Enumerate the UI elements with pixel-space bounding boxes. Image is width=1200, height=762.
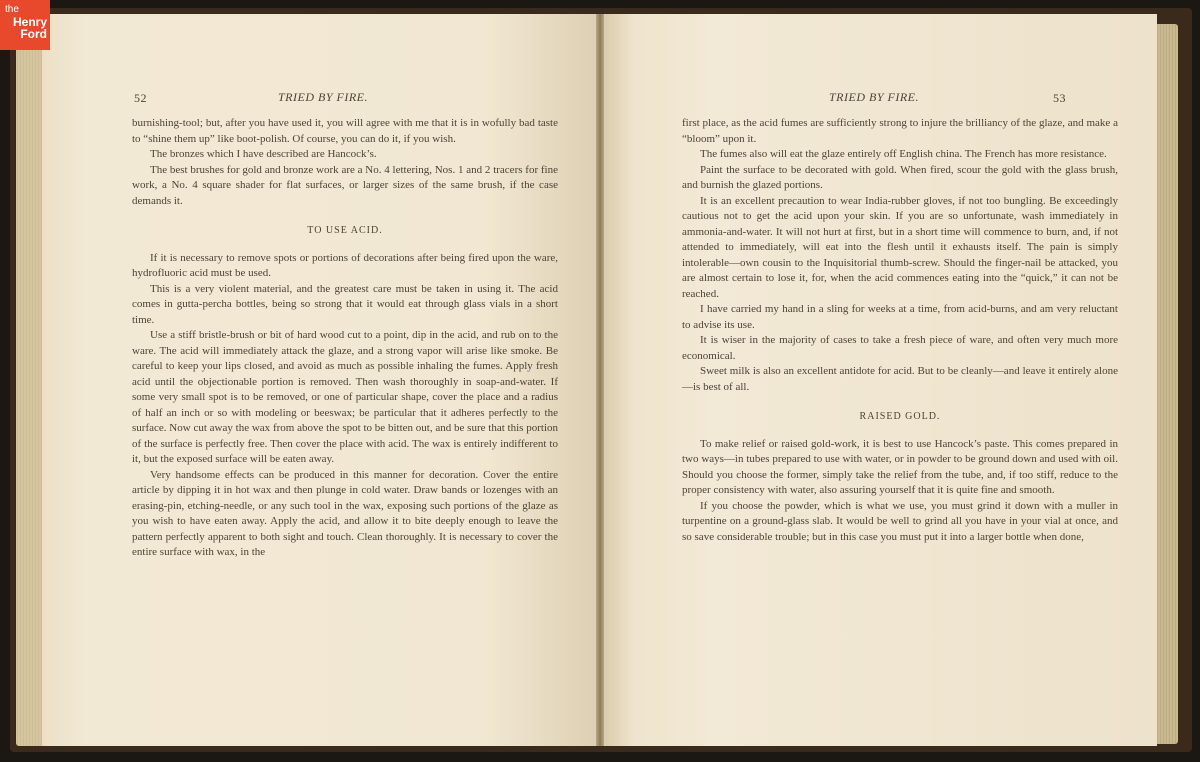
paragraph: If you choose the powder, which is what we use, you must grind it down with a muller in turpentine on a ground-glass slab. It would be well to grind all you have in your vial at once, and so save considerable trouble; but in this case you must put it into a larger bottle when done, (682, 499, 1118, 543)
paragraph: The best brushes for gold and bronze work are a No. 4 lettering, Nos. 1 and 2 tracers for fine work, a No. 4 square shader for flat surfaces, or larger sizes of the same brush, if the case demands it. (132, 163, 558, 207)
paragraph: Sweet milk is also an excellent antidote for acid. But to be cleanly—and leave it entirely alone—is best of all. (682, 365, 1118, 393)
paragraph: Paint the surface to be decorated with gold. When fired, scour the gold with the glass brush, and burnish the glazed portions. (682, 163, 1118, 191)
paragraph: first place, as the acid fumes are sufficiently strong to injure the brilliancy of the glaze, and make a “bloom” upon it. (682, 117, 1118, 145)
right-page-header (601, 90, 1157, 108)
book-gutter (596, 14, 604, 746)
paragraph: This is a very violent material, and the greatest care must be taken in using it. The acid comes in gutta-percha bottles, being so strong that it would eat through glass vials in a short time. (132, 282, 558, 326)
running-title: TRIED BY FIRE. (278, 90, 368, 104)
paragraph: If it is necessary to remove spots or portions of decorations after being fired upon the ware, hydrofluoric acid must be used. (132, 251, 558, 279)
running-title: TRIED BY FIRE. (829, 90, 919, 104)
page-number: 52 (134, 91, 147, 105)
left-page-header (42, 90, 599, 108)
paragraph: The fumes also will eat the glaze entirely off English china. The French has more resistance. (700, 148, 1107, 160)
page-number: 53 (1053, 91, 1066, 105)
logo-line-henry: Henry (12, 15, 47, 29)
paragraph: I have carried my hand in a sling for weeks at a time, from acid-burns, and am very reluctant to advise its use. (682, 303, 1118, 331)
left-page-text (132, 116, 558, 561)
paragraph: The bronzes which I have described are Hancock’s. (150, 148, 377, 160)
logo-line-ford: Ford (20, 27, 47, 41)
paragraph: It is wiser in the majority of cases to take a fresh piece of ware, and often very much more economical. (682, 334, 1118, 362)
logo-line-the: the (5, 4, 19, 15)
paragraph: Use a stiff bristle-brush or bit of hard wood cut to a point, dip in the acid, and rub on to the ware. The acid will immediately attack the glaze, and a strong vapor will arise like smoke. Be careful to keep your lips closed, and avoid as much as possible inhaling the fumes. Apply fresh acid until the objectionable portion is removed. Then wash thoroughly in soap-and-water. If some very small spot is to be removed, or one of particular shape, cover the place and a radius of half an inch or so with modeling or beeswax; be particular that it adheres perfectly to the surface. Now cut away the wax from above the spot to be bitten out, and be sure that this portion of the surface is perfectly free. Then cover the place with acid. The wax is entirely indifferent to it, but the exposed surface will be eaten away. (132, 329, 558, 465)
left-page (42, 14, 599, 746)
paragraph: It is an excellent precaution to wear India-rubber gloves, if not too bungling. Be exceedingly cautious not to get the acid upon your skin. If you are so unfortunate, wash immediately in ammonia-and-water. It will not hurt at first, but in a short time will commence to burn, and, if not attended to immediately, will eat into the flesh until it exhausts itself. The pain is simply intolerable—own cousin to the Inquisitorial thumb-screw. Should the finger-nail be attacked, you are almost certain to lose it, for, when the acid commences eating into the “quick,” it can not be reached. (682, 194, 1118, 300)
section-heading: TO USE ACID. (307, 225, 383, 236)
right-page (601, 14, 1157, 746)
paragraph: To make relief or raised gold-work, it is best to use Hancock’s paste. This comes prepared in two ways—in tubes prepared to use with water, or in powder to be ground down and used with oil. Should you choose the former, simply take the relief from the tube, and, if too stiff, reduce to the proper consistency with water, also assuring yourself that it is quite fine and smooth. (682, 437, 1118, 496)
section-heading: RAISED GOLD. (859, 411, 941, 422)
right-page-text (682, 116, 1118, 545)
paragraph: burnishing-tool; but, after you have used it, you will agree with me that it is in wofully bad taste to “shine them up” like boot-polish. Of course, you can do it, if you wish. (132, 117, 558, 145)
henry-ford-logo (0, 0, 50, 50)
paragraph: Very handsome effects can be produced in this manner for decoration. Cover the entire article by dipping it in hot wax and then plunge in cold water. Draw bands or lozenges with an erasing-pin, etching-needle, or any such tool in the wax, exposing such portions of the glaze as you wish to have eaten away. Apply the acid, and allow it to bite deeply enough to leave the pattern perfectly apparent to both sight and touch. Clean thoroughly. It is necessary to cover the entire surface with wax, in the (132, 468, 558, 558)
